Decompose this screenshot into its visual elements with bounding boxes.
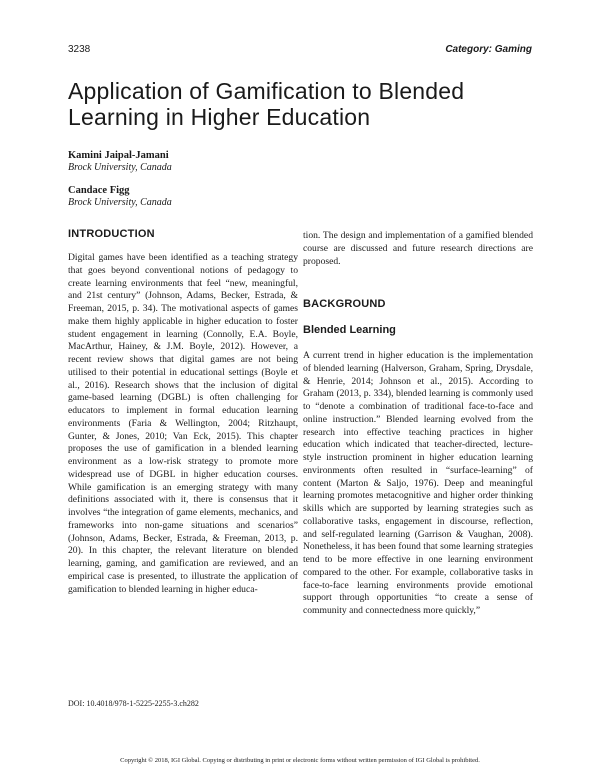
- author-block: [68, 185, 172, 208]
- copyright-notice: Copyright © 2018, IGI Global. Copying or distributing in print or electronic forms without written permission of IGI Global is prohibited.: [120, 757, 480, 764]
- section-heading-introduction: INTRODUCTION: [68, 228, 155, 240]
- author-affiliation: Brock University, Canada: [68, 197, 172, 208]
- author-affiliation: Brock University, Canada: [68, 162, 172, 173]
- article-title: Application of Gamification to Blended Learning in Higher Education: [68, 78, 465, 130]
- introduction-continuation: tion. The design and implementation of a gamified blended course are discussed and future research directions are proposed.: [303, 230, 533, 267]
- page-number: 3238: [68, 44, 91, 55]
- doi-text: DOI: 10.4018/978-1-5225-2255-3.ch282: [68, 699, 199, 708]
- author-name: Kamini Jaipal-Jamani: [68, 150, 169, 161]
- subsection-heading-blended-learning: Blended Learning: [303, 324, 396, 336]
- introduction-paragraph: Digital games have been identified as a teaching strategy that goes beyond conventional notions of pedagogy to create learning environments that feel “new, meaningful, and 21st century” (Johnson, Adams, Becker, Estrada, & Freeman, 2015, p. 34). The motivational aspects of games make them highly applicable in higher education to foster student engagement in learning (Connolly, E.A. Boyle, MacArthur, Hainey, & J.M. Boyle, 2012). However, a recent review shows that digital games are not being utilised to their potential in educational settings (Boyle et al., 2016). Research shows that the inclusion of digital game-based learning (DGBL) is often challenging for educators to implement in formal education learning environments (Faria & Wellington, 2004; Ritzhaupt, Gunter, & Jones, 2010; Van Eck, 2015). This chapter proposes the use of gamification in a blended learning environment as a low-risk strategy to promote more widespread use of DGBL in higher education courses. While gamification is an emerging strategy with many definitions associated with it, there is consensus that it involves “the integration of game elements, mechanics, and frameworks into non-game situations and scenarios” (Johnson, Adams, Becker, Estrada, & Freeman, 2013, p. 20). In this chapter, the relevant literature on blended learning, gaming, and gamification are reviewed, and an empirical case is presented, to illustrate the application of gamification to blended learning in higher educa-: [68, 252, 298, 595]
- author-name: Candace Figg: [68, 185, 130, 196]
- category-label: Category: Gaming: [445, 44, 532, 55]
- blended-learning-paragraph: A current trend in higher education is the implementation of blended learning (Halverson, Graham, Spring, Drysdale, & Henrie, 2014; Johnson et al., 2015). According to Graham (2013, p. 334), blended learning is commonly used to “denote a combination of traditional face-to-face and online instruction.” Blended learning evolved from the research into effective teaching practices in higher education which indicated that teacher-directed, lecture-style instruction prominent in higher education learning environments often resulted in “surface-learning” of content (Marton & Saljo, 1976). Deep and meaningful learning promotes metacognitive and higher order thinking skills which are supported by learning strategies such as collaborative tasks, engagement in discourse, reflection, and self-regulated learning (Garrison & Vaughan, 2008). Nonetheless, it has been found that some learning strategies tend to be more effective in one learning environment compared to the other. For example, collaborative tasks in face-to-face learning environments provide emotional support through opportunities “to create a sense of community and connectedness more quickly,”: [303, 350, 533, 616]
- author-block: [68, 150, 172, 173]
- section-heading-background: BACKGROUND: [303, 298, 386, 310]
